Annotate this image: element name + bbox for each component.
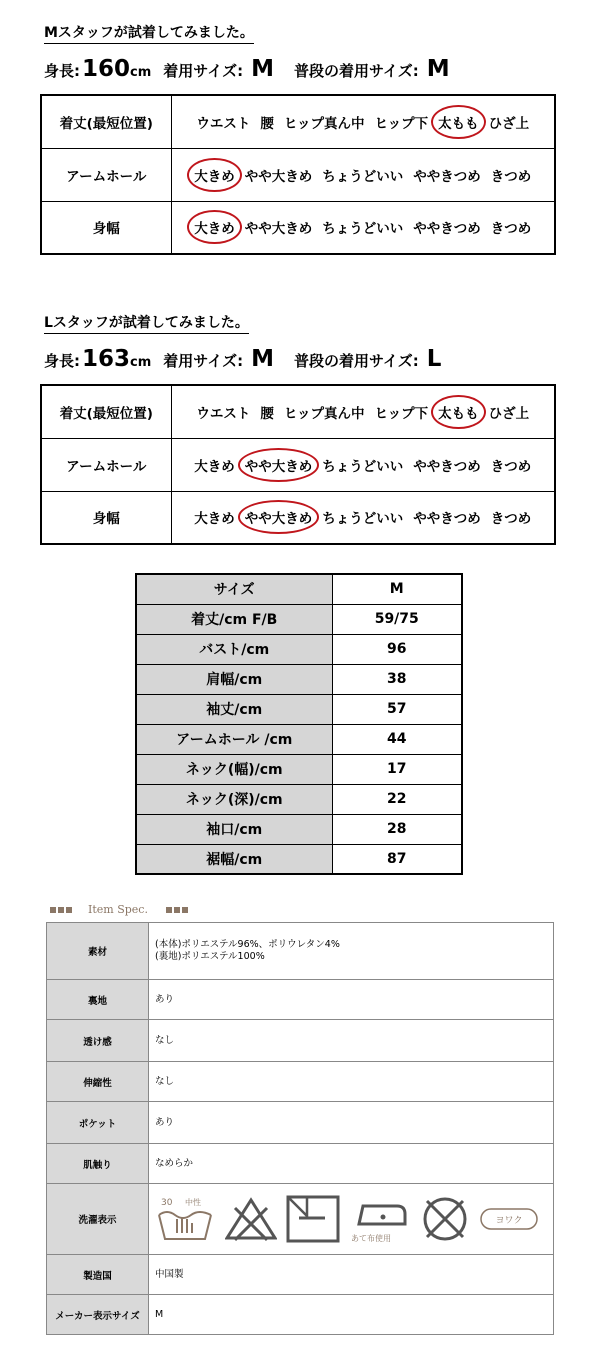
l-staff-fit-table [40, 384, 556, 545]
size-header-value: M [332, 574, 462, 604]
spec-key: 伸縮性 [47, 1062, 149, 1102]
wash-temp: 30 [161, 1198, 173, 1208]
size-header-key: サイズ [136, 574, 332, 604]
no-dry-clean-icon [419, 1194, 471, 1244]
height-label: 身長: [44, 62, 80, 80]
size-measure-key: ネック(深)/cm [136, 784, 332, 814]
fit-row-options [171, 95, 555, 148]
fit-option: 大きめ [194, 511, 235, 528]
fit-row-label: アームホール [41, 438, 171, 491]
fit-option: ヒップ下 [374, 115, 429, 132]
hand-wash-icon [155, 1193, 217, 1245]
m-staff-fit-table [40, 94, 556, 255]
size-measure-key: ネック(幅)/cm [136, 754, 332, 784]
fit-option: きつめ [490, 511, 532, 528]
spec-value [149, 1255, 554, 1295]
spec-value [149, 1184, 554, 1255]
fit-option: きつめ [490, 168, 532, 185]
fit-row [41, 148, 555, 201]
fit-option-selected: 大きめ [191, 215, 238, 239]
size-measure-value: 44 [332, 724, 462, 754]
height-unit: cm [130, 65, 152, 80]
decor-squares-left [50, 907, 74, 913]
size-measure-key: 肩幅/cm [136, 664, 332, 694]
spec-value-line: なし [155, 1034, 175, 1046]
size-measure-key: アームホール /cm [136, 724, 332, 754]
decor-squares-right [166, 907, 190, 913]
fit-option-selected: 太もも [435, 110, 482, 134]
size-measure-value: 59/75 [332, 604, 462, 634]
fit-row [41, 201, 555, 254]
wear-size-label: 着用サイズ: [163, 352, 244, 370]
fit-option: ウエスト [196, 115, 251, 132]
size-measure-value: 17 [332, 754, 462, 784]
spec-value-line: 中国製 [155, 1268, 184, 1280]
m-staff-info [44, 56, 450, 82]
size-table-row [136, 844, 462, 874]
size-measure-key: バスト/cm [136, 634, 332, 664]
size-table-row [136, 724, 462, 754]
wet-clean-weak-icon [479, 1203, 539, 1235]
size-table-row [136, 754, 462, 784]
fit-option: ヒップ真ん中 [283, 115, 365, 132]
spec-value [149, 1144, 554, 1184]
fit-option: ややきつめ [413, 221, 481, 238]
fit-row-options [171, 385, 555, 438]
spec-key: 裏地 [47, 980, 149, 1020]
fit-option-selected: やや大きめ [242, 453, 316, 477]
spec-row [47, 1020, 554, 1062]
spec-row [47, 923, 554, 980]
fit-option: 腰 [260, 405, 274, 422]
size-measure-value: 22 [332, 784, 462, 814]
fit-option: ヒップ下 [374, 405, 429, 422]
fit-option: ちょうどいい [322, 221, 404, 238]
fit-option-selected: 太もも [435, 400, 482, 424]
size-measure-key: 裾幅/cm [136, 844, 332, 874]
item-spec-label: Item Spec. [88, 903, 148, 916]
fit-row-options [171, 491, 555, 544]
fit-option: やや大きめ [244, 168, 313, 185]
wear-size-value: M [251, 346, 274, 372]
fit-option: やや大きめ [244, 221, 313, 238]
usual-size-label: 普段の着用サイズ: [293, 352, 419, 370]
fit-row-options [171, 148, 555, 201]
wash-note: 中性 [185, 1198, 201, 1207]
fit-option: きつめ [490, 221, 532, 238]
fit-row-options [171, 438, 555, 491]
fit-row [41, 491, 555, 544]
fit-row [41, 438, 555, 491]
usual-size-label: 普段の着用サイズ: [293, 62, 419, 80]
size-table-row [136, 634, 462, 664]
spec-value [149, 1020, 554, 1062]
wear-size-label: 着用サイズ: [163, 62, 244, 80]
fit-option: ひざ上 [488, 115, 530, 132]
spec-value-line: なめらか [155, 1157, 194, 1169]
fit-option: ややきつめ [413, 168, 481, 185]
item-spec-table [46, 922, 554, 1335]
spec-key: ポケット [47, 1102, 149, 1144]
spec-key: メーカー表示サイズ [47, 1295, 149, 1335]
height-value: 163 [82, 346, 131, 372]
spec-value [149, 1102, 554, 1144]
fit-option: ヒップ真ん中 [283, 405, 365, 422]
fit-row-label: 着丈(最短位置) [41, 95, 171, 148]
fit-option: ちょうどいい [322, 168, 404, 185]
fit-option: ややきつめ [413, 458, 481, 475]
wear-size-value: M [251, 56, 274, 82]
size-measure-key: 着丈/cm F/B [136, 604, 332, 634]
fit-row-label: 身幅 [41, 491, 171, 544]
size-table-row [136, 664, 462, 694]
spec-key: 洗濯表示 [47, 1184, 149, 1255]
size-measure-value: 87 [332, 844, 462, 874]
spec-key: 肌触り [47, 1144, 149, 1184]
size-measure-value: 57 [332, 694, 462, 724]
fit-row-label: 身幅 [41, 201, 171, 254]
size-measure-value: 28 [332, 814, 462, 844]
fit-option: ちょうどいい [322, 458, 404, 475]
spec-row [47, 1295, 554, 1335]
l-staff-heading: Lスタッフが試着してみました。 [44, 312, 249, 334]
spec-value [149, 923, 554, 980]
spec-key: 透け感 [47, 1020, 149, 1062]
size-measure-key: 袖口/cm [136, 814, 332, 844]
fit-row-options [171, 201, 555, 254]
fit-option: ちょうどいい [322, 511, 404, 528]
fit-option: ややきつめ [413, 511, 481, 528]
size-table [135, 573, 463, 875]
fit-option: ウエスト [196, 405, 251, 422]
spec-value [149, 1295, 554, 1335]
wet-clean-label: ヨワク [495, 1216, 523, 1226]
iron-note: あて布使用 [351, 1234, 391, 1243]
size-table-row [136, 604, 462, 634]
spec-value-line: (裏地)ポリエステル100% [155, 951, 265, 962]
size-measure-value: 96 [332, 634, 462, 664]
size-table-row [136, 784, 462, 814]
usual-size-value: L [426, 346, 442, 372]
spec-value-line: (本体)ポリエステル96%、ポリウレタン4% [155, 939, 340, 950]
size-table-row [136, 694, 462, 724]
fit-row [41, 95, 555, 148]
fit-option: 腰 [260, 115, 274, 132]
spec-row [47, 1102, 554, 1144]
spec-row [47, 1062, 554, 1102]
line-dry-shade-icon [285, 1194, 341, 1244]
size-measure-value: 38 [332, 664, 462, 694]
m-staff-heading: Mスタッフが試着してみました。 [44, 22, 254, 44]
height-unit: cm [130, 355, 152, 370]
size-measure-key: 袖丈/cm [136, 694, 332, 724]
spec-value-line: M [155, 1308, 164, 1320]
spec-key: 製造国 [47, 1255, 149, 1295]
spec-row [47, 980, 554, 1020]
care-icons [155, 1192, 553, 1246]
iron-low-icon [349, 1192, 411, 1246]
fit-row-label: アームホール [41, 148, 171, 201]
l-staff-info [44, 346, 441, 372]
no-bleach-icon [225, 1196, 277, 1242]
height-value: 160 [82, 56, 131, 82]
fit-option: きつめ [490, 458, 532, 475]
item-spec-title [50, 903, 190, 916]
fit-option-selected: 大きめ [191, 163, 238, 187]
spec-row [47, 1144, 554, 1184]
height-label: 身長: [44, 352, 80, 370]
size-table-row [136, 814, 462, 844]
fit-row-label: 着丈(最短位置) [41, 385, 171, 438]
fit-option: ひざ上 [488, 405, 530, 422]
spec-value-line: なし [155, 1075, 175, 1087]
spec-value-line: あり [155, 993, 175, 1005]
spec-value [149, 980, 554, 1020]
spec-value-line: あり [155, 1116, 175, 1128]
fit-row [41, 385, 555, 438]
fit-option: 大きめ [194, 458, 235, 475]
spec-row [47, 1184, 554, 1255]
spec-value [149, 1062, 554, 1102]
spec-key: 素材 [47, 923, 149, 980]
size-table-header-row [136, 574, 462, 604]
usual-size-value: M [426, 56, 450, 82]
fit-option-selected: やや大きめ [242, 505, 316, 529]
spec-row [47, 1255, 554, 1295]
